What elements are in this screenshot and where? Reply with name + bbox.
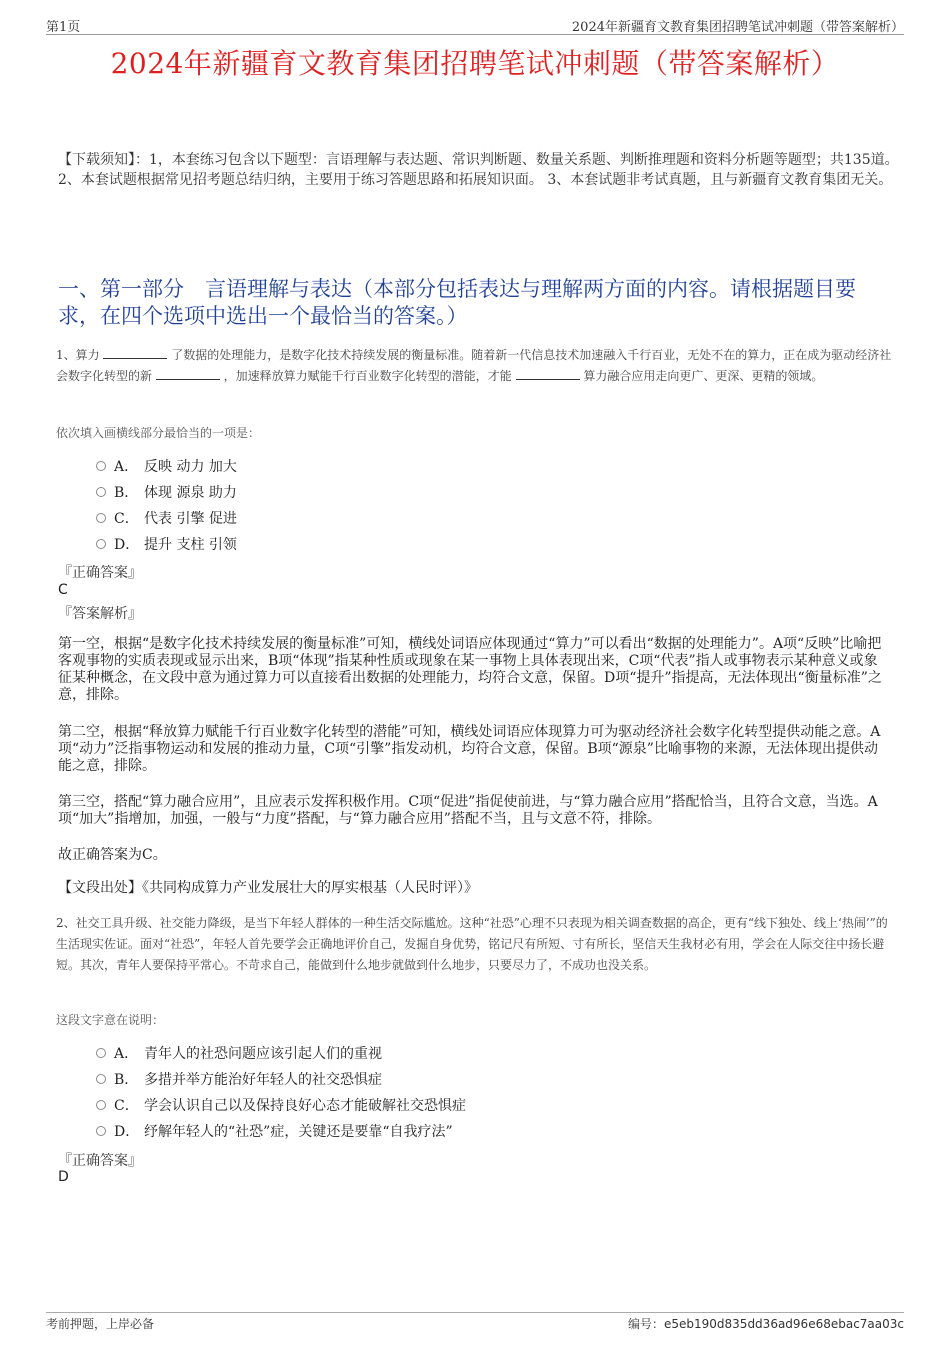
footer-slogan: 考前押题，上岸必备: [46, 1317, 155, 1331]
question-1-options: [96, 453, 237, 557]
fill-blank: [103, 346, 167, 359]
q1-text-part3: ，加速释放算力赋能千行百业数字化转型的潜能，才能: [223, 369, 512, 383]
radio-icon[interactable]: [96, 461, 106, 471]
q1-text-part2: 了数据的处理能力，是数字化技术持续发展的衡量标准。随着新一代信息技术加速融入千行百业，无处不在的算力，正在成为驱动经济社会数字化转型的新: [56, 348, 892, 383]
analysis-paragraph: 第二空，根据“释放算力赋能千行百业数字化转型的潜能”可知，横线处词语应体现算力可为驱动经济社会数字化转型提供动能之意。A项“动力”泛指事物运动和发展的推动力量，C项“引擎”指发动机，均符合文意，保留。B项“源泉”比喻事物的来源，无法体现出提供动能之意，排除。: [58, 724, 881, 774]
correct-answer-label: 『正确答案』: [58, 565, 142, 581]
option-d[interactable]: D． 提升 支柱 引领: [96, 531, 237, 557]
option-text: 学会认识自己以及保持良好心态才能破解社交恐惧症: [144, 1098, 466, 1114]
radio-icon[interactable]: [96, 513, 106, 523]
correct-answer: D: [58, 1169, 69, 1185]
option-text: 纾解年轻人的“社恐”症，关键还是要靠“自我疗法”: [144, 1124, 453, 1140]
analysis-conclusion: 故正确答案为C。: [58, 847, 167, 863]
option-text: 体现 源泉 助力: [144, 485, 237, 501]
footer-code: 编号：e5eb190d835dd36ad96e68ebac7aa03c: [627, 1317, 904, 1331]
document-title: 2024年新疆育文教育集团招聘笔试冲刺题（带答案解析）: [110, 47, 840, 80]
option-b[interactable]: B． 体现 源泉 助力: [96, 479, 237, 505]
question-1-prompt: 依次填入画横线部分最恰当的一项是：: [56, 426, 261, 440]
page-header: [46, 14, 904, 35]
header-doc-name: 2024年新疆育文教育集团招聘笔试冲刺题（带答案解析）: [571, 20, 904, 35]
q1-text-part4: 算力融合应用走向更广、更深、更精的领域。: [583, 369, 824, 383]
radio-icon[interactable]: [96, 539, 106, 549]
question-1-stem: [56, 345, 898, 387]
option-c[interactable]: C． 代表 引擎 促进: [96, 505, 237, 531]
analysis-paragraph: 第一空，根据“是数字化技术持续发展的衡量标准”可知，横线处词语应体现通过“算力”可以看出“数据的处理能力”。A项“反映”比喻把客观事物的实质表现或显示出来，B项“体现”指某种性质或现象在某一事物上具体表现出来，C项“代表”指人或事物表示某种意义或象征某种概念，在文段中意为通过算力可以直接看出数据的处理能力，均符合文意，保留。D项“提升”指提高，无法体现出“衡量标准”之意，排除。: [58, 636, 882, 703]
page-number: 第1页: [46, 20, 81, 35]
option-text: 青年人的社恐问题应该引起人们的重视: [144, 1046, 382, 1062]
download-notice: 【下载须知】：1，本套练习包含以下题型：言语理解与表达题、常识判断题、数量关系题、判断推理题和资料分析题等题型；共135道。 2、本套试题根据常见招考题总结归纳，主要用于练习答题思路和拓展知识面。 3、本套试题非考试真题，且与新疆育文教育集团无关。: [58, 152, 899, 188]
analysis-paragraph: 第三空，搭配“算力融合应用”，且应表示发挥积极作用。C项“促进”指促使前进，与“算力融合应用”搭配恰当，且符合文意，当选。A项“加大”指增加，加强，一般与“力度”搭配，与“算力融合应用”搭配不当，且与文意不符，排除。: [58, 794, 878, 827]
option-text: 多措并举方能治好年轻人的社交恐惧症: [144, 1072, 382, 1088]
correct-answer: C: [58, 582, 68, 598]
question-2-prompt: 这段文字意在说明：: [56, 1013, 165, 1027]
option-a[interactable]: A． 反映 动力 加大: [96, 453, 237, 479]
option-text: 代表 引擎 促进: [144, 511, 237, 527]
correct-answer-label: 『正确答案』: [58, 1153, 142, 1169]
option-text: 反映 动力 加大: [144, 459, 237, 475]
option-a[interactable]: A． 青年人的社恐问题应该引起人们的重视: [96, 1040, 466, 1066]
radio-icon[interactable]: [96, 1074, 106, 1084]
page-footer: [46, 1312, 904, 1337]
section-heading: 一、第一部分 言语理解与表达（本部分包括表达与理解两方面的内容。请根据题目要求，在四个选项中选出一个最恰当的答案。）: [58, 277, 856, 328]
analysis-label: 『答案解析』: [58, 606, 142, 622]
option-text: 提升 支柱 引领: [144, 537, 237, 553]
radio-icon[interactable]: [96, 1126, 106, 1136]
fill-blank: [156, 367, 220, 380]
question-2-options: [96, 1040, 466, 1144]
fill-blank: [516, 367, 580, 380]
radio-icon[interactable]: [96, 1100, 106, 1110]
option-d[interactable]: D． 纾解年轻人的“社恐”症，关键还是要靠“自我疗法”: [96, 1118, 466, 1144]
source-note: 【文段出处】《共同构成算力产业发展壮大的厚实根基（人民时评）》: [58, 880, 478, 896]
q1-text-part1: 1、算力: [56, 348, 100, 362]
radio-icon[interactable]: [96, 1048, 106, 1058]
question-2-stem: 2、社交工具升级、社交能力降级，是当下年轻人群体的一种生活交际尴尬。这种“社恐”心理不只表现为相关调查数据的高企，更有“线下独处、线上‘热闹’”的生活现实佐证。面对“社恐”，年轻人首先要学会正确地评价自己，发掘自身优势，铭记尺有所短、寸有所长，坚信天生我材必有用，学会在人际交往中扬长避短。其次，青年人要保持平常心。不苛求自己，能做到什么地步就做到什么地步，只要尽力了，不成功也没关系。: [56, 916, 888, 972]
option-b[interactable]: B． 多措并举方能治好年轻人的社交恐惧症: [96, 1066, 466, 1092]
radio-icon[interactable]: [96, 487, 106, 497]
option-c[interactable]: C． 学会认识自己以及保持良好心态才能破解社交恐惧症: [96, 1092, 466, 1118]
